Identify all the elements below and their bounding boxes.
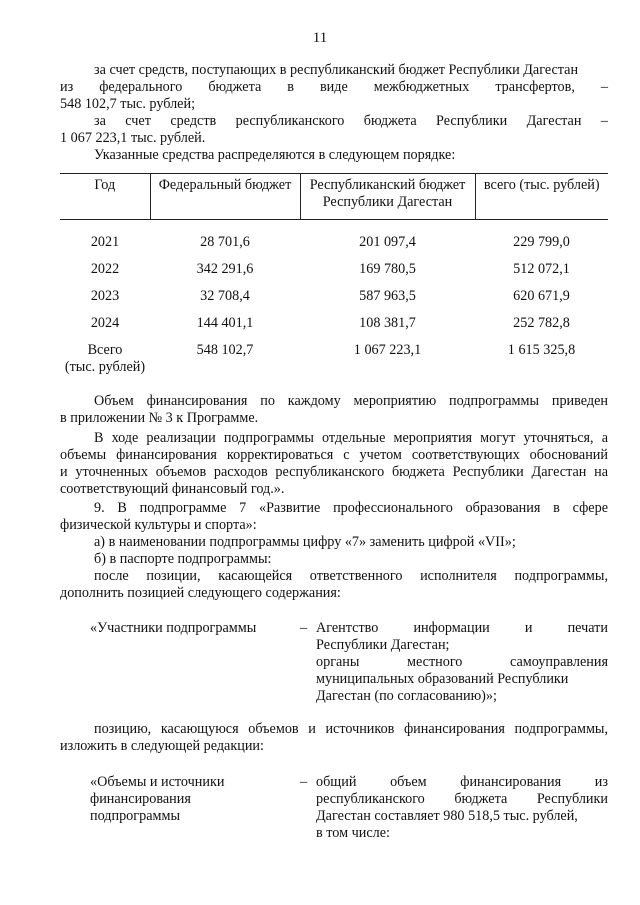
text-line: изложить в следующей редакции: <box>60 738 264 754</box>
text-line: Дагестан (по согласованию)»; <box>316 688 497 704</box>
word: бюджета <box>454 791 508 807</box>
participants-dash: – <box>300 620 308 636</box>
cell-year: 2023 <box>90 288 120 304</box>
cell-federal: 32 708,4 <box>200 288 250 304</box>
table-row <box>60 288 608 315</box>
volumes-label <box>90 774 290 825</box>
cell-total: 512 072,1 <box>513 261 570 277</box>
cell-republic: 108 381,7 <box>359 315 416 331</box>
cell-federal: 28 701,6 <box>200 234 250 250</box>
text-line: подпрограммы <box>90 808 180 824</box>
cell-total: 620 671,9 <box>513 288 570 304</box>
word: счет <box>125 113 151 129</box>
cell-year: 2021 <box>90 234 120 250</box>
word: трансфертов, <box>495 79 575 95</box>
word: органы <box>316 654 360 670</box>
justified-line <box>316 774 608 791</box>
intro-justified-line <box>60 113 608 130</box>
table-header-row <box>60 174 608 220</box>
intro-line: 1 067 223,1 тыс. рублей. <box>60 130 206 146</box>
text-line: физической культуры и спорта»: <box>60 517 257 533</box>
intro-justified-line <box>60 79 608 96</box>
text-line: муниципальных образований Республики <box>316 671 569 687</box>
text-line: и уточненных объемов расходов республиканского бюджета Республики Дагестан на <box>60 464 608 480</box>
cell-federal: 548 102,7 <box>196 342 254 358</box>
cell-total-label <box>60 342 150 376</box>
word: информации <box>413 620 490 636</box>
cell-federal: 342 291,6 <box>196 261 254 277</box>
intro-line: Указанные средства распределяются в следующем порядке: <box>94 147 456 163</box>
cell-total: 229 799,0 <box>513 234 570 250</box>
word: самоуправления <box>510 654 608 670</box>
funding-intro <box>60 62 608 164</box>
table-row <box>60 315 608 342</box>
cell-republic: 1 067 223,1 <box>353 342 422 358</box>
cell-republic: 169 780,5 <box>359 261 416 277</box>
cell-republic: 201 097,4 <box>359 234 416 250</box>
word: федерального <box>99 79 183 95</box>
word: средств <box>170 113 217 129</box>
justified-line <box>316 791 608 808</box>
participants-value <box>316 620 608 705</box>
volumes-dash: – <box>300 774 308 790</box>
word: Республики <box>436 113 508 129</box>
table-total-row <box>60 342 608 376</box>
text-line: 9. В подпрограмме 7 «Развитие профессионального образования в сфере <box>94 500 608 516</box>
text-line: в том числе: <box>316 825 390 841</box>
text-line: «Объемы и источники <box>90 774 225 790</box>
word: финансирования <box>460 774 562 790</box>
intro-line: за счет средств, поступающих в республиканский бюджет Республики Дагестан <box>94 62 579 78</box>
paragraph-item-9 <box>60 500 608 602</box>
total-label-line: (тыс. рублей) <box>64 359 146 375</box>
word: и <box>524 620 533 636</box>
word: межбюджетных <box>373 79 470 95</box>
word: бюджета <box>208 79 262 95</box>
table-row <box>60 220 608 262</box>
paragraph-adjustments <box>60 430 608 498</box>
header-year: Год <box>60 174 150 220</box>
text-line: соответствующий финансовый год.». <box>60 481 285 497</box>
word: республиканского <box>235 113 345 129</box>
word: в <box>287 79 294 95</box>
volumes-value <box>316 774 608 842</box>
cell-federal: 144 401,1 <box>196 315 254 331</box>
word: объем <box>390 774 427 790</box>
total-label-line: Всего <box>87 342 123 358</box>
cell-total: 252 782,8 <box>513 315 570 331</box>
intro-line: 548 102,7 тыс. рублей; <box>60 96 196 112</box>
word: виде <box>319 79 348 95</box>
text-line: после позиции, касающейся ответственного исполнителя подпрограммы, <box>94 568 608 584</box>
paragraph-appendix <box>60 393 608 427</box>
word: печати <box>567 620 608 636</box>
word: – <box>600 79 608 95</box>
word: из <box>594 774 608 790</box>
text-line: дополнить позицией следующего содержания: <box>60 585 341 601</box>
text-line: а) в наименовании подпрограммы цифру «7» заменить цифрой «VII»; <box>94 534 516 550</box>
text-line: финансирования <box>90 791 191 807</box>
cell-total: 1 615 325,8 <box>507 342 576 358</box>
header-federal: Федеральный бюджет <box>150 174 300 220</box>
word: Дагестан <box>526 113 582 129</box>
text-line: б) в паспорте подпрограммы: <box>94 551 272 567</box>
cell-year: 2024 <box>90 315 120 331</box>
text-line: объемы финансирования корректироваться с учетом соответствующих обоснований <box>60 447 608 463</box>
participants-label: «Участники подпрограммы <box>90 620 257 636</box>
word: из <box>60 79 74 95</box>
text-line: Дагестан составляет 980 518,5 тыс. рублей, <box>316 808 578 824</box>
justified-line <box>316 620 608 637</box>
page-number: 11 <box>312 30 328 46</box>
word: Республики <box>536 791 608 807</box>
word: – <box>600 113 608 129</box>
text-line: в приложении № 3 к Программе. <box>60 410 259 426</box>
word: бюджета <box>363 113 417 129</box>
justified-line <box>316 654 608 671</box>
word: Агентство <box>316 620 379 636</box>
cell-year: 2022 <box>90 261 120 277</box>
word: республиканского <box>316 791 425 807</box>
cell-republic: 587 963,5 <box>359 288 416 304</box>
header-republic: Республиканский бюджет Республики Дагестан <box>300 174 475 220</box>
text-line: позицию, касающуюся объемов и источников финансирования подпрограммы, <box>94 721 608 737</box>
paragraph-volumes-intro <box>60 721 608 755</box>
text-line: Республики Дагестан; <box>316 637 450 653</box>
table-row <box>60 261 608 288</box>
word: местного <box>407 654 463 670</box>
text-line: В ходе реализации подпрограммы отдельные мероприятия могут уточняться, а <box>94 430 608 446</box>
word: за <box>94 113 106 129</box>
text-line: Объем финансирования по каждому мероприятию подпрограммы приведен <box>94 393 608 409</box>
funding-table <box>60 173 608 376</box>
header-total: всего (тыс. рублей) <box>475 174 608 220</box>
word: общий <box>316 774 357 790</box>
